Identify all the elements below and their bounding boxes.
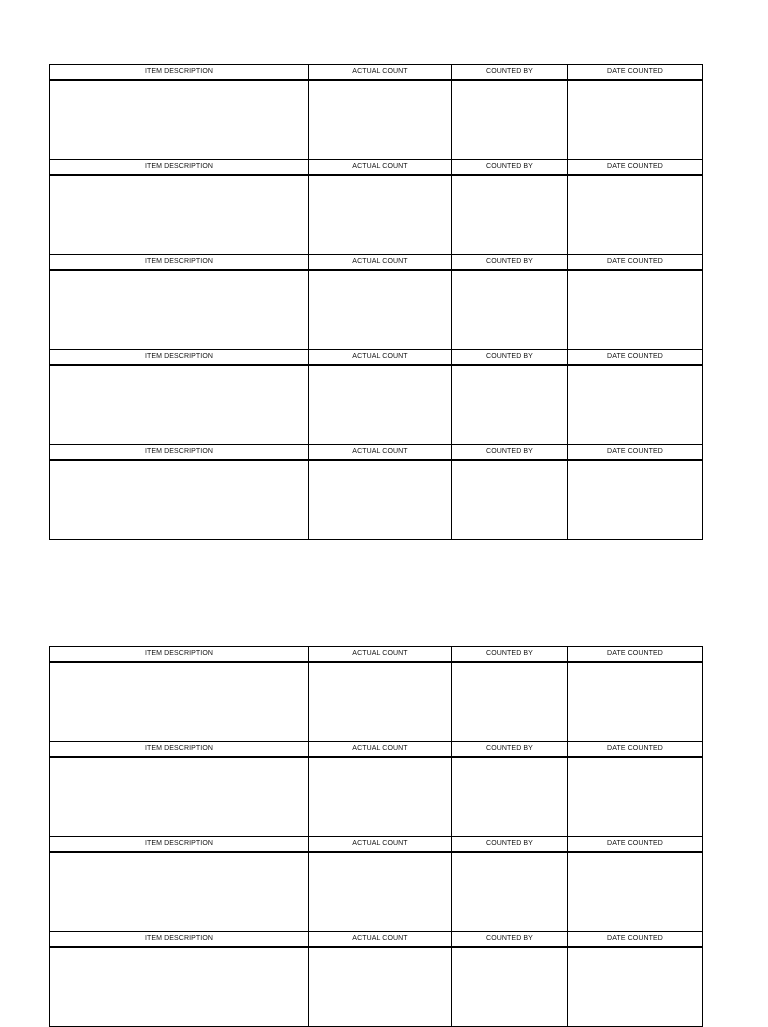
date-counted-header: DATE COUNTED	[567, 255, 702, 269]
counted-by-cell[interactable]	[451, 81, 567, 159]
item-description-header: ITEM DESCRIPTION	[144, 258, 214, 265]
item-description-header: ITEM DESCRIPTION	[144, 448, 214, 455]
entry-row	[50, 663, 702, 741]
entry-row	[50, 853, 702, 931]
inventory-count-block	[50, 931, 702, 1027]
counted-by-cell[interactable]	[451, 461, 567, 539]
actual-count-cell[interactable]	[308, 663, 451, 741]
item-description-cell[interactable]	[50, 461, 308, 539]
actual-count-cell[interactable]	[308, 461, 451, 539]
date-counted-cell[interactable]	[567, 271, 702, 349]
counted-by-header: COUNTED BY	[451, 65, 567, 79]
actual-count-header: ACTUAL COUNT	[308, 160, 451, 174]
column-header-row	[50, 931, 702, 948]
actual-count-cell[interactable]	[308, 366, 451, 444]
entry-row	[50, 271, 702, 349]
counted-by-header: COUNTED BY	[451, 160, 567, 174]
item-description-header: ITEM DESCRIPTION	[144, 650, 214, 657]
date-counted-cell[interactable]	[567, 461, 702, 539]
entry-row	[50, 366, 702, 444]
column-header-row	[50, 349, 702, 366]
inventory-count-block	[50, 64, 702, 159]
date-counted-cell[interactable]	[567, 176, 702, 254]
inventory-sheet-top	[49, 64, 703, 540]
actual-count-header: ACTUAL COUNT	[308, 837, 451, 851]
actual-count-cell[interactable]	[308, 758, 451, 836]
date-counted-cell[interactable]	[567, 758, 702, 836]
actual-count-cell[interactable]	[308, 948, 451, 1026]
item-description-cell[interactable]	[50, 663, 308, 741]
counted-by-header: COUNTED BY	[451, 445, 567, 459]
entry-row	[50, 176, 702, 254]
counted-by-header: COUNTED BY	[451, 932, 567, 946]
inventory-count-block	[50, 741, 702, 836]
date-counted-header: DATE COUNTED	[567, 445, 702, 459]
date-counted-cell[interactable]	[567, 663, 702, 741]
item-description-header: ITEM DESCRIPTION	[144, 840, 214, 847]
actual-count-header: ACTUAL COUNT	[308, 742, 451, 756]
date-counted-header: DATE COUNTED	[567, 932, 702, 946]
date-counted-header: DATE COUNTED	[567, 837, 702, 851]
actual-count-header: ACTUAL COUNT	[308, 350, 451, 364]
date-counted-header: DATE COUNTED	[567, 65, 702, 79]
actual-count-cell[interactable]	[308, 176, 451, 254]
item-description-header: ITEM DESCRIPTION	[144, 163, 214, 170]
actual-count-cell[interactable]	[308, 853, 451, 931]
entry-row	[50, 948, 702, 1027]
item-description-cell[interactable]	[50, 948, 308, 1026]
date-counted-header: DATE COUNTED	[567, 160, 702, 174]
date-counted-cell[interactable]	[567, 948, 702, 1026]
inventory-count-block	[50, 444, 702, 540]
counted-by-cell[interactable]	[451, 663, 567, 741]
counted-by-header: COUNTED BY	[451, 255, 567, 269]
date-counted-header: DATE COUNTED	[567, 742, 702, 756]
counted-by-cell[interactable]	[451, 948, 567, 1026]
column-header-row	[50, 646, 702, 663]
item-description-cell[interactable]	[50, 853, 308, 931]
counted-by-header: COUNTED BY	[451, 837, 567, 851]
inventory-count-block	[50, 836, 702, 931]
item-description-cell[interactable]	[50, 758, 308, 836]
item-description-header: ITEM DESCRIPTION	[144, 68, 214, 75]
entry-row	[50, 461, 702, 540]
item-description-cell[interactable]	[50, 366, 308, 444]
item-description-header: ITEM DESCRIPTION	[144, 935, 214, 942]
counted-by-cell[interactable]	[451, 271, 567, 349]
date-counted-cell[interactable]	[567, 366, 702, 444]
item-description-cell[interactable]	[50, 81, 308, 159]
item-description-header: ITEM DESCRIPTION	[144, 353, 214, 360]
counted-by-header: COUNTED BY	[451, 647, 567, 661]
inventory-count-block	[50, 349, 702, 444]
item-description-cell[interactable]	[50, 271, 308, 349]
actual-count-header: ACTUAL COUNT	[308, 255, 451, 269]
counted-by-header: COUNTED BY	[451, 350, 567, 364]
entry-row	[50, 81, 702, 159]
actual-count-header: ACTUAL COUNT	[308, 445, 451, 459]
actual-count-header: ACTUAL COUNT	[308, 647, 451, 661]
actual-count-header: ACTUAL COUNT	[308, 932, 451, 946]
inventory-count-block	[50, 646, 702, 741]
counted-by-cell[interactable]	[451, 758, 567, 836]
inventory-count-block	[50, 254, 702, 349]
column-header-row	[50, 159, 702, 176]
counted-by-cell[interactable]	[451, 176, 567, 254]
counted-by-cell[interactable]	[451, 366, 567, 444]
item-description-header: ITEM DESCRIPTION	[144, 745, 214, 752]
inventory-sheet-bottom	[49, 646, 703, 1027]
actual-count-cell[interactable]	[308, 271, 451, 349]
entry-row	[50, 758, 702, 836]
column-header-row	[50, 836, 702, 853]
column-header-row	[50, 64, 702, 81]
actual-count-header: ACTUAL COUNT	[308, 65, 451, 79]
actual-count-cell[interactable]	[308, 81, 451, 159]
date-counted-cell[interactable]	[567, 853, 702, 931]
date-counted-cell[interactable]	[567, 81, 702, 159]
column-header-row	[50, 254, 702, 271]
counted-by-header: COUNTED BY	[451, 742, 567, 756]
inventory-count-block	[50, 159, 702, 254]
date-counted-header: DATE COUNTED	[567, 350, 702, 364]
column-header-row	[50, 741, 702, 758]
item-description-cell[interactable]	[50, 176, 308, 254]
date-counted-header: DATE COUNTED	[567, 647, 702, 661]
column-header-row	[50, 444, 702, 461]
counted-by-cell[interactable]	[451, 853, 567, 931]
